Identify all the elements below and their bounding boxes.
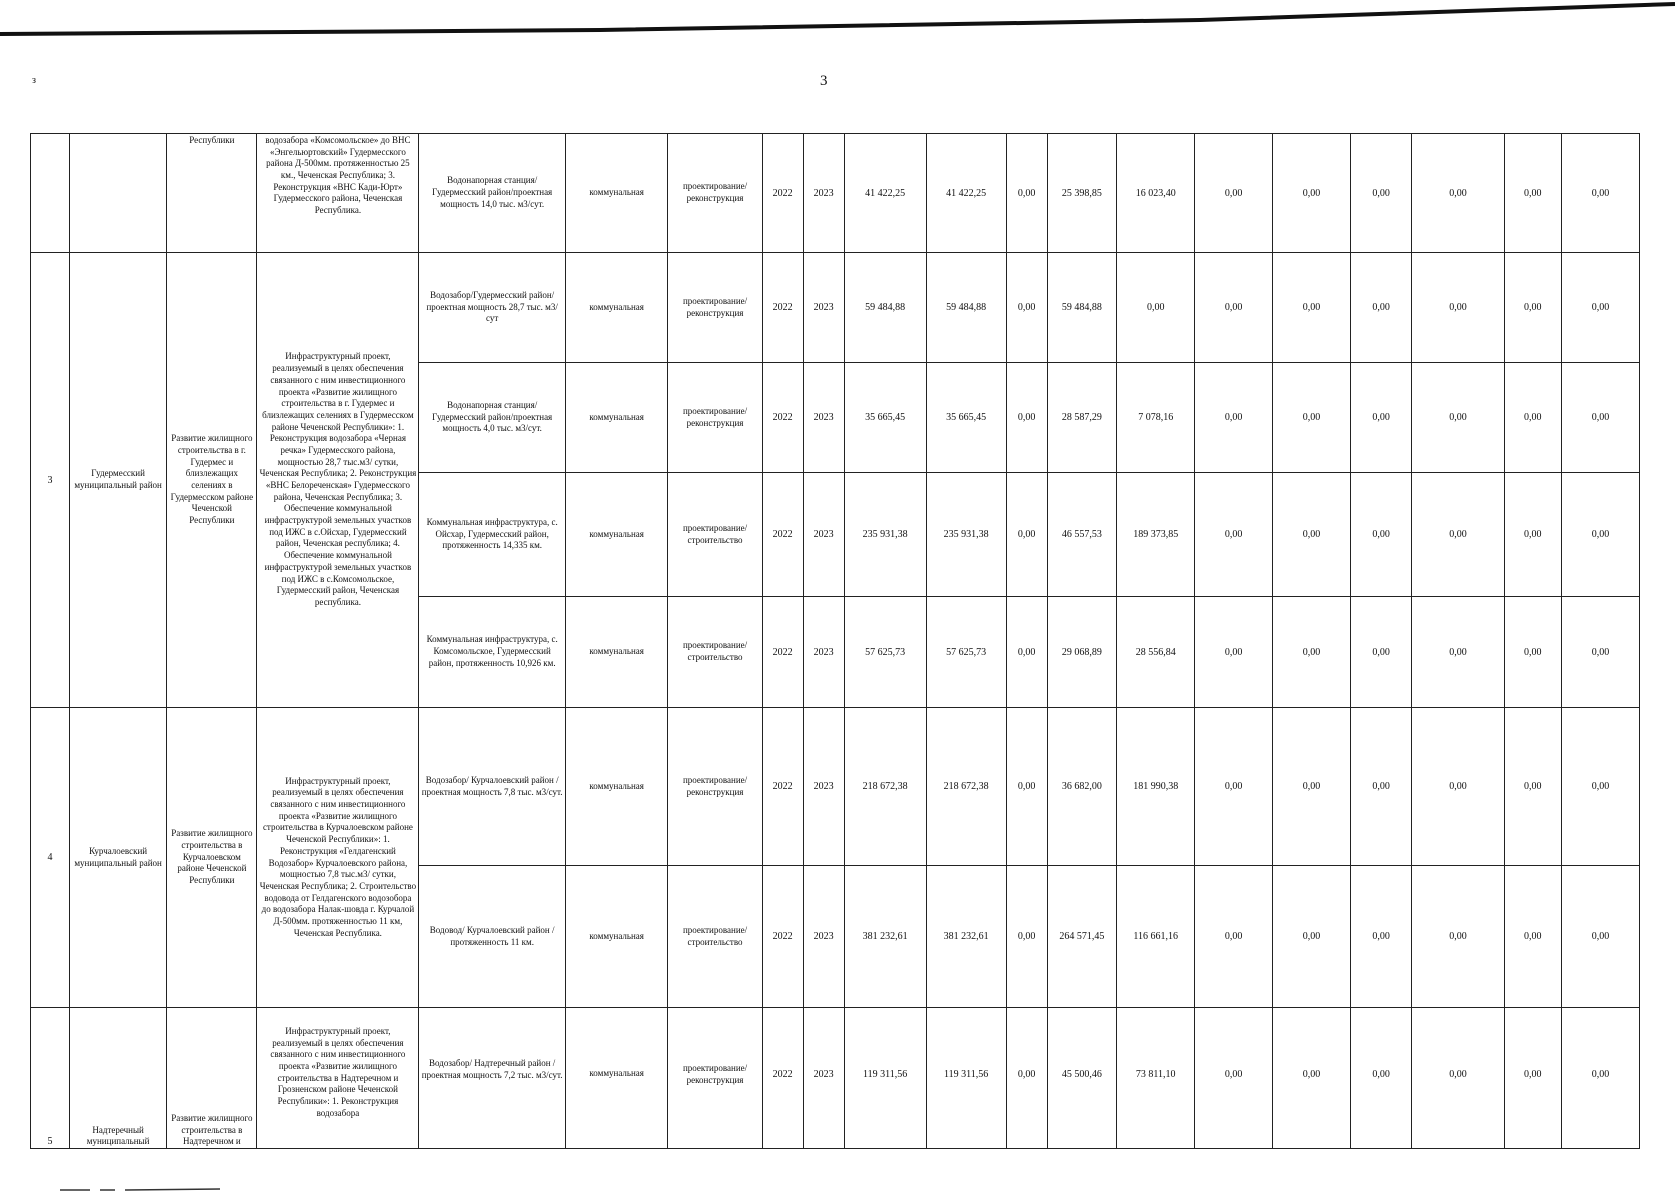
region-cell: Гудермесский муниципальный район [69, 253, 166, 708]
work-type-cell: проектирование/строительство [668, 597, 762, 708]
start-year-cell: 2022 [762, 597, 803, 708]
amount-cell: 0,00 [1350, 363, 1411, 473]
amount-cell: 0,00 [1504, 866, 1561, 1008]
ownership-cell: коммунальная [565, 253, 667, 363]
ownership-cell: коммунальная [565, 866, 667, 1008]
amount-cell: 0,00 [1504, 473, 1561, 597]
table-row [31, 134, 1640, 253]
amount-cell: 0,00 [1195, 363, 1273, 473]
total-cost-cell: 119 311,56 [844, 1008, 926, 1150]
amount-cell: 218 672,38 [926, 708, 1006, 866]
total-cost-cell: 218 672,38 [844, 708, 926, 866]
amount-cell: 29 068,89 [1047, 597, 1117, 708]
amount-cell: 0,00 [1195, 708, 1273, 866]
work-type-cell: проектирование/строительство [668, 473, 762, 597]
amount-cell: 35 665,45 [926, 363, 1006, 473]
amount-cell: 0,00 [1561, 1008, 1639, 1150]
margin-mark: з [32, 75, 36, 86]
work-type-cell: проектирование/строительство [668, 866, 762, 1008]
facility-cell: Коммунальная инфраструктура, с. Комсомольское, Гудермесский район, протяженность 10,926 км. [419, 597, 566, 708]
facility-cell: Водозабор/ Курчалоевский район /проектная мощность 7,8 тыс. м3/сут. [419, 708, 566, 866]
amount-cell: 7 078,16 [1117, 363, 1195, 473]
start-year-cell: 2022 [762, 1008, 803, 1150]
description-cell: Инфраструктурный проект, реализуемый в целях обеспечения связанного с ним инвестиционного проекта «Развитие жилищного строительства в г. Гудермес и близлежащих селениях в Гудермесском районе Чеченской Республики»: 1. Реконструкция водозабора «Черная речка» Гудермесского района, мощностью 28,7 тыс.м3/ сутки, Чеченская Республика; 2. Реконструкция «ВНС Белореченская» Гудермесского района, Чеченская Республика; 3. Обеспечение коммунальной инфраструктурой земельных участков под ИЖС в с.Ойсхар, Гудермесский район, Чеченская республика; 4. Обеспечение коммунальной инфраструктурой земельных участков под ИЖС в с.Комсомольское, Гудермесский район, Чеченская республика. [257, 253, 419, 708]
start-year-cell: 2022 [762, 473, 803, 597]
amount-cell: 0,00 [1006, 1008, 1047, 1150]
amount-cell: 0,00 [1195, 134, 1273, 253]
amount-cell: 0,00 [1350, 253, 1411, 363]
page-number: 3 [820, 73, 828, 89]
amount-cell: 0,00 [1561, 597, 1639, 708]
amount-cell: 0,00 [1350, 597, 1411, 708]
total-cost-cell: 235 931,38 [844, 473, 926, 597]
row-number-cell: 3 [31, 253, 70, 708]
total-cost-cell: 57 625,73 [844, 597, 926, 708]
work-type-cell: проектирование/реконструкция [668, 1008, 762, 1150]
project-cell: Развитие жилищного строительства в г. Гудермес и близлежащих селениях в Гудермесском районе Чеченской Республики [167, 253, 257, 708]
amount-cell: 0,00 [1412, 708, 1504, 866]
start-year-cell: 2022 [762, 708, 803, 866]
amount-cell: 57 625,73 [926, 597, 1006, 708]
amount-cell: 119 311,56 [926, 1008, 1006, 1150]
amount-cell: 0,00 [1412, 134, 1504, 253]
amount-cell: 0,00 [1006, 708, 1047, 866]
amount-cell: 0,00 [1504, 253, 1561, 363]
amount-cell: 0,00 [1561, 134, 1639, 253]
ownership-cell: коммунальная [565, 134, 667, 253]
amount-cell: 28 556,84 [1117, 597, 1195, 708]
amount-cell: 189 373,85 [1117, 473, 1195, 597]
facility-cell: Водовод/ Курчалоевский район /протяженность 11 км. [419, 866, 566, 1008]
project-cell: Развитие жилищного строительства в Надтеречном и [167, 1008, 257, 1150]
amount-cell: 16 023,40 [1117, 134, 1195, 253]
amount-cell: 0,00 [1504, 708, 1561, 866]
amount-cell: 0,00 [1350, 134, 1411, 253]
page-bottom-margin [0, 1148, 1675, 1200]
start-year-cell: 2022 [762, 134, 803, 253]
amount-cell: 0,00 [1273, 708, 1351, 866]
end-year-cell: 2023 [803, 363, 844, 473]
end-year-cell: 2023 [803, 253, 844, 363]
amount-cell: 0,00 [1006, 134, 1047, 253]
row-number-cell: 5 [31, 1008, 70, 1150]
amount-cell: 235 931,38 [926, 473, 1006, 597]
table-row [31, 1008, 1640, 1150]
amount-cell: 0,00 [1412, 363, 1504, 473]
facility-cell: Водонапорная станция/Гудермесский район/проектная мощность 4,0 тыс. м3/сут. [419, 363, 566, 473]
facility-cell: Водозабор/Гудермесский район/проектная мощность 28,7 тыс. м3/сут [419, 253, 566, 363]
project-cell: Республики [167, 134, 257, 253]
amount-cell: 0,00 [1273, 866, 1351, 1008]
amount-cell: 0,00 [1412, 597, 1504, 708]
facility-cell: Коммунальная инфраструктура, с. Ойсхар, Гудермесский район, протяженность 14,335 км. [419, 473, 566, 597]
total-cost-cell: 59 484,88 [844, 253, 926, 363]
amount-cell: 0,00 [1561, 253, 1639, 363]
amount-cell: 0,00 [1006, 253, 1047, 363]
amount-cell: 25 398,85 [1047, 134, 1117, 253]
end-year-cell: 2023 [803, 134, 844, 253]
amount-cell: 28 587,29 [1047, 363, 1117, 473]
amount-cell: 0,00 [1412, 473, 1504, 597]
scan-footer-mark [60, 1186, 230, 1194]
amount-cell: 0,00 [1273, 363, 1351, 473]
amount-cell: 116 661,16 [1117, 866, 1195, 1008]
amount-cell: 0,00 [1195, 597, 1273, 708]
region-cell [69, 134, 166, 253]
amount-cell: 0,00 [1350, 866, 1411, 1008]
amount-cell: 0,00 [1350, 708, 1411, 866]
amount-cell: 0,00 [1006, 866, 1047, 1008]
amount-cell: 46 557,53 [1047, 473, 1117, 597]
amount-cell: 0,00 [1195, 473, 1273, 597]
facility-cell: Водонапорная станция/ Гудермесский район/проектная мощность 14,0 тыс. м3/сут. [419, 134, 566, 253]
amount-cell: 0,00 [1412, 1008, 1504, 1150]
amount-cell: 0,00 [1561, 866, 1639, 1008]
amount-cell: 0,00 [1561, 363, 1639, 473]
amount-cell: 0,00 [1273, 597, 1351, 708]
amount-cell: 0,00 [1117, 253, 1195, 363]
amount-cell: 41 422,25 [926, 134, 1006, 253]
amount-cell: 0,00 [1412, 866, 1504, 1008]
start-year-cell: 2022 [762, 253, 803, 363]
ownership-cell: коммунальная [565, 1008, 667, 1150]
row-number-cell: 4 [31, 708, 70, 1008]
end-year-cell: 2023 [803, 473, 844, 597]
amount-cell: 59 484,88 [926, 253, 1006, 363]
amount-cell: 0,00 [1273, 1008, 1351, 1150]
work-type-cell: проектирование/реконструкция [668, 708, 762, 866]
scan-top-edge [0, 0, 1675, 40]
amount-cell: 0,00 [1412, 253, 1504, 363]
description-cell: Инфраструктурный проект, реализуемый в целях обеспечения связанного с ним инвестиционного проекта «Развитие жилищного строительства в Курчалоевском районе Чеченской Республики»: 1. Реконструкция «Гелдагенский Водозабор» Курчалоевского района, мощностью 7,8 тыс.м3/ сутки, Чеченская Республика; 2. Строительство водовода от Гелдагенского водозобора до водозабора Налак-шовда г. Курчалой Д-500мм. протяженностью 11 км, Чеченская Республика. [257, 708, 419, 1008]
end-year-cell: 2023 [803, 866, 844, 1008]
amount-cell: 0,00 [1273, 134, 1351, 253]
amount-cell: 264 571,45 [1047, 866, 1117, 1008]
ownership-cell: коммунальная [565, 597, 667, 708]
region-cell: Надтеречный муниципальный [69, 1008, 166, 1150]
amount-cell: 0,00 [1273, 473, 1351, 597]
table-bottom-edge [30, 1148, 1640, 1149]
amount-cell: 0,00 [1504, 597, 1561, 708]
amount-cell: 0,00 [1350, 473, 1411, 597]
amount-cell: 36 682,00 [1047, 708, 1117, 866]
amount-cell: 0,00 [1195, 253, 1273, 363]
amount-cell: 0,00 [1504, 1008, 1561, 1150]
amount-cell: 0,00 [1561, 473, 1639, 597]
ownership-cell: коммунальная [565, 473, 667, 597]
amount-cell: 181 990,38 [1117, 708, 1195, 866]
total-cost-cell: 381 232,61 [844, 866, 926, 1008]
amount-cell: 59 484,88 [1047, 253, 1117, 363]
amount-cell: 73 811,10 [1117, 1008, 1195, 1150]
end-year-cell: 2023 [803, 1008, 844, 1150]
description-cell: водозабора «Комсомольское» до ВНС «Энгельюртовский» Гудермесского района Д-500мм. протяженностью 25 км., Чеченская Республика; 3. Реконструкция «ВНС Кади-Юрт» Гудермесского района, Чеченская Республика. [257, 134, 419, 253]
amount-cell: 381 232,61 [926, 866, 1006, 1008]
amount-cell: 0,00 [1006, 473, 1047, 597]
amount-cell: 0,00 [1504, 134, 1561, 253]
project-cell: Развитие жилищного строительства в Курчалоевском районе Чеченской Республики [167, 708, 257, 1008]
end-year-cell: 2023 [803, 708, 844, 866]
table-row [31, 708, 1640, 866]
work-type-cell: проектирование/реконструкция [668, 253, 762, 363]
table-row [31, 253, 1640, 363]
start-year-cell: 2022 [762, 866, 803, 1008]
amount-cell: 0,00 [1006, 597, 1047, 708]
amount-cell: 45 500,46 [1047, 1008, 1117, 1150]
investment-projects-table [30, 133, 1640, 1150]
amount-cell: 0,00 [1195, 1008, 1273, 1150]
region-cell: Курчалоевский муниципальный район [69, 708, 166, 1008]
total-cost-cell: 35 665,45 [844, 363, 926, 473]
amount-cell: 0,00 [1273, 253, 1351, 363]
end-year-cell: 2023 [803, 597, 844, 708]
amount-cell: 0,00 [1561, 708, 1639, 866]
row-number-cell [31, 134, 70, 253]
facility-cell: Водозабор/ Надтеречный район /проектная мощность 7,2 тыс. м3/сут. [419, 1008, 566, 1150]
total-cost-cell: 41 422,25 [844, 134, 926, 253]
amount-cell: 0,00 [1504, 363, 1561, 473]
work-type-cell: проектирование/реконструкция [668, 363, 762, 473]
start-year-cell: 2022 [762, 363, 803, 473]
amount-cell: 0,00 [1350, 1008, 1411, 1150]
ownership-cell: коммунальная [565, 708, 667, 866]
work-type-cell: проектирование/реконструкция [668, 134, 762, 253]
amount-cell: 0,00 [1006, 363, 1047, 473]
amount-cell: 0,00 [1195, 866, 1273, 1008]
ownership-cell: коммунальная [565, 363, 667, 473]
description-cell: Инфраструктурный проект, реализуемый в целях обеспечения связанного с ним инвестиционного проекта «Развитие жилищного строительства в Надтеречном и Грозненском районе Чеченской Республики»: 1. Реконструкция водозабора [257, 1008, 419, 1150]
